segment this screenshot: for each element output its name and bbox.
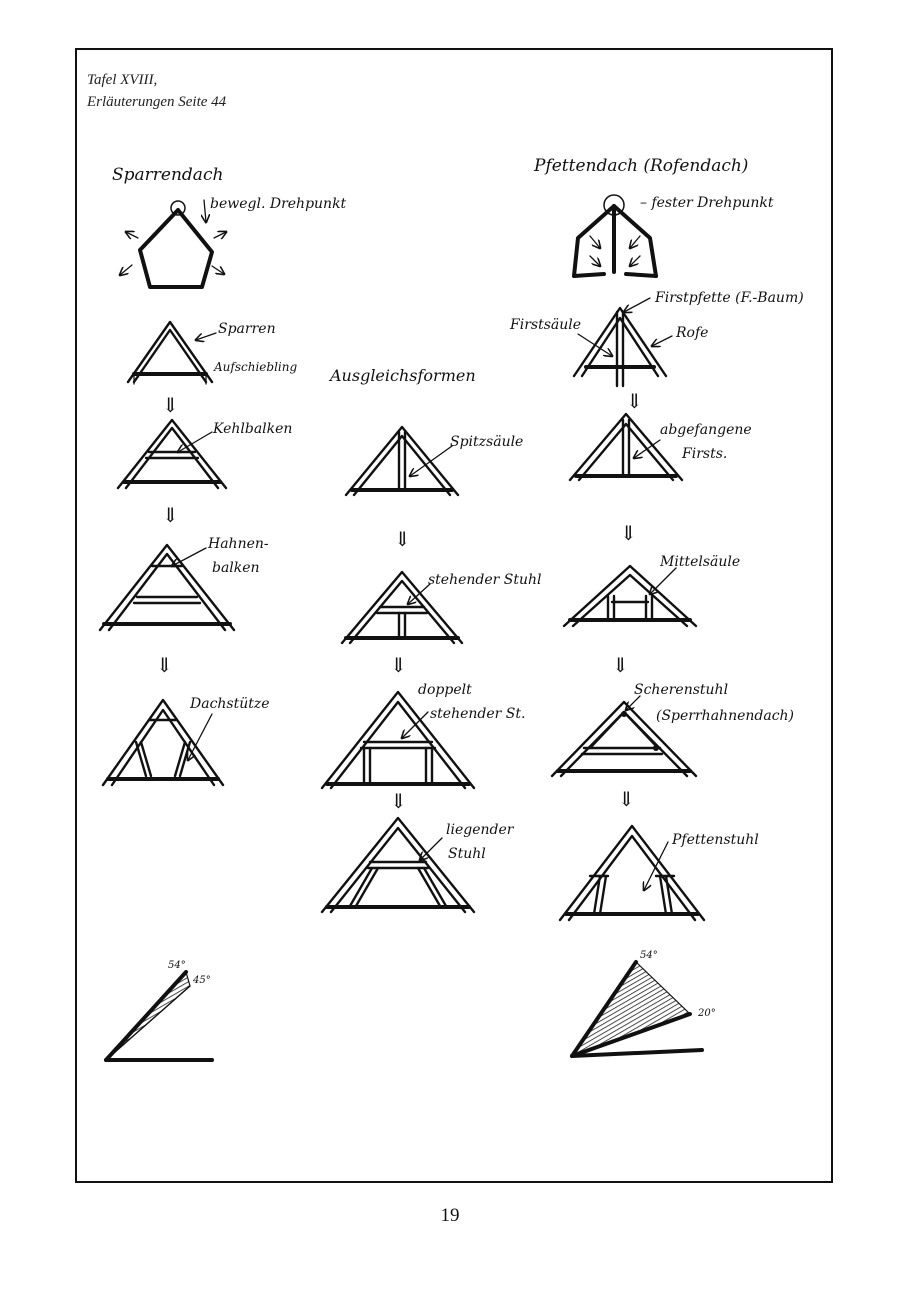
- abgefangene-label-line1: abgefangene: [660, 422, 752, 438]
- spitzsaeule-truss: [346, 427, 458, 495]
- pfettendach-angle-diagram: [572, 962, 702, 1056]
- doppelt-label-line1: doppelt: [418, 682, 472, 698]
- movable-pivot-label: bewegl. Drehpunkt: [210, 196, 347, 212]
- spitzsaeule-label: Spitzsäule: [450, 434, 524, 450]
- down-arrow-2: ⇓: [162, 503, 179, 527]
- kehlbalken-label: Kehlbalken: [213, 421, 293, 437]
- down-arrow-10: ⇓: [618, 787, 635, 811]
- dachstuetze-label: Dachstütze: [190, 696, 270, 712]
- hahnenbalken-label-line1: Hahnen-: [208, 536, 269, 552]
- dachstuetze-truss: [103, 700, 223, 785]
- doppelt-label-line2: stehender St.: [430, 706, 526, 722]
- stehender-stuhl-label: stehender Stuhl: [428, 572, 542, 588]
- firstpfette-label: Firstpfette (F.-Baum): [655, 290, 804, 306]
- abgefangene-label-line2: Firsts.: [682, 446, 728, 462]
- sperrhahnendach-label: (Sperrhahnendach): [656, 708, 795, 724]
- down-arrow-9: ⇓: [612, 653, 629, 677]
- ausgleichsformen-title: Ausgleichsformen: [330, 366, 476, 385]
- down-arrow-3: ⇓: [156, 653, 173, 677]
- hahnenbalken-truss: [100, 545, 234, 630]
- down-arrow-4: ⇓: [394, 527, 411, 551]
- angle-20-right: 20°: [698, 1008, 716, 1019]
- down-arrow-8: ⇓: [620, 521, 637, 545]
- hahnenbalken-label-line2: balken: [212, 560, 260, 576]
- kehlbalken-truss: [118, 420, 226, 488]
- mittelsaeule-truss: [564, 566, 696, 626]
- sparren-label: Sparren: [218, 321, 276, 337]
- down-arrow-5: ⇓: [390, 653, 407, 677]
- down-arrow-1: ⇓: [162, 393, 179, 417]
- sparrendach-section: [112, 165, 347, 287]
- pfettenstuhl-label: Pfettenstuhl: [672, 832, 759, 848]
- liegender-stuhl-label-line2: Stuhl: [448, 846, 486, 862]
- page-number: 19: [440, 1205, 460, 1226]
- down-arrow-6: ⇓: [390, 789, 407, 813]
- mittelsaeule-label: Mittelsäule: [660, 554, 741, 570]
- liegender-stuhl-label-line1: liegender: [446, 822, 514, 838]
- down-arrow-7: ⇓: [626, 389, 643, 413]
- angle-45-left: 45°: [193, 975, 211, 986]
- angle-54-left: 54°: [168, 960, 186, 971]
- pfettendach-section: [533, 156, 774, 276]
- rofe-label: Rofe: [676, 325, 709, 341]
- fixed-pivot-label: – fester Drehpunkt: [640, 195, 774, 211]
- pfettendach-title: Pfettendach (Rofendach): [534, 156, 749, 176]
- plate-reference: Erläuterungen Seite 44: [87, 94, 227, 110]
- aufschiebling-label: Aufschiebling: [214, 360, 298, 374]
- angle-54-right: 54°: [640, 950, 658, 961]
- movable-pivot-pentagon: [120, 200, 226, 287]
- sparrendach-title: Sparrendach: [112, 165, 224, 185]
- firstsaeule-label: Firstsäule: [510, 317, 582, 333]
- scherenstuhl-label: Scherenstuhl: [634, 682, 729, 698]
- sparren-truss: [128, 322, 216, 384]
- plate-title: Tafel XVIII,: [87, 72, 158, 88]
- firstsaeule-truss: [574, 298, 672, 386]
